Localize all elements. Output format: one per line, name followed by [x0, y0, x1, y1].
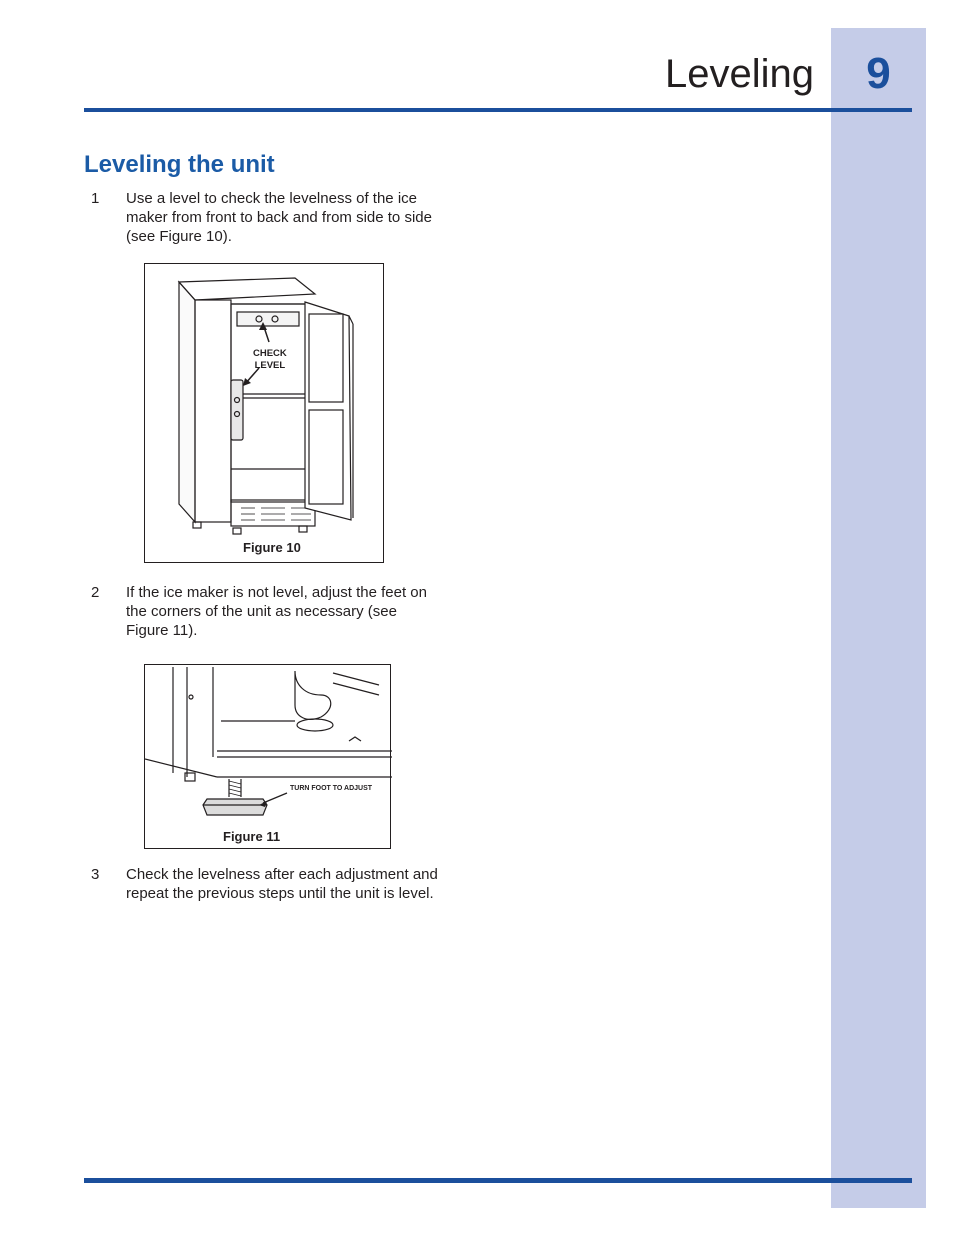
- step-text: If the ice maker is not level, adjust the feet on the corners of the unit as necessary (see Figure 11).: [126, 584, 427, 639]
- step-text: Check the levelness after each adjustment and repeat the previous steps until the unit is level.: [126, 866, 438, 902]
- section-heading: Leveling the unit: [84, 151, 275, 178]
- figure-11-caption: Figure 11: [223, 829, 281, 844]
- ice-maker-illustration: [145, 264, 385, 564]
- page-title: Leveling: [664, 52, 814, 96]
- header-rule: [84, 108, 912, 112]
- figure-10-caption: Figure 10: [243, 540, 301, 555]
- check-level-callout: CHECK LEVEL: [253, 348, 287, 371]
- side-band: [831, 28, 926, 1208]
- step-text: Use a level to check the levelness of the ice maker from front to back and from side to side (see Figure 10).: [126, 190, 432, 245]
- step-number: 1: [91, 190, 100, 207]
- figure-10: [144, 263, 384, 563]
- step-number: 2: [91, 584, 100, 601]
- turn-foot-callout: TURN FOOT TO ADJUST: [290, 785, 373, 792]
- page-number: 9: [866, 49, 891, 98]
- footer-rule: [84, 1178, 912, 1183]
- step-number: 3: [91, 866, 100, 883]
- figure-11: [144, 664, 391, 849]
- foot-adjust-illustration: [145, 665, 392, 850]
